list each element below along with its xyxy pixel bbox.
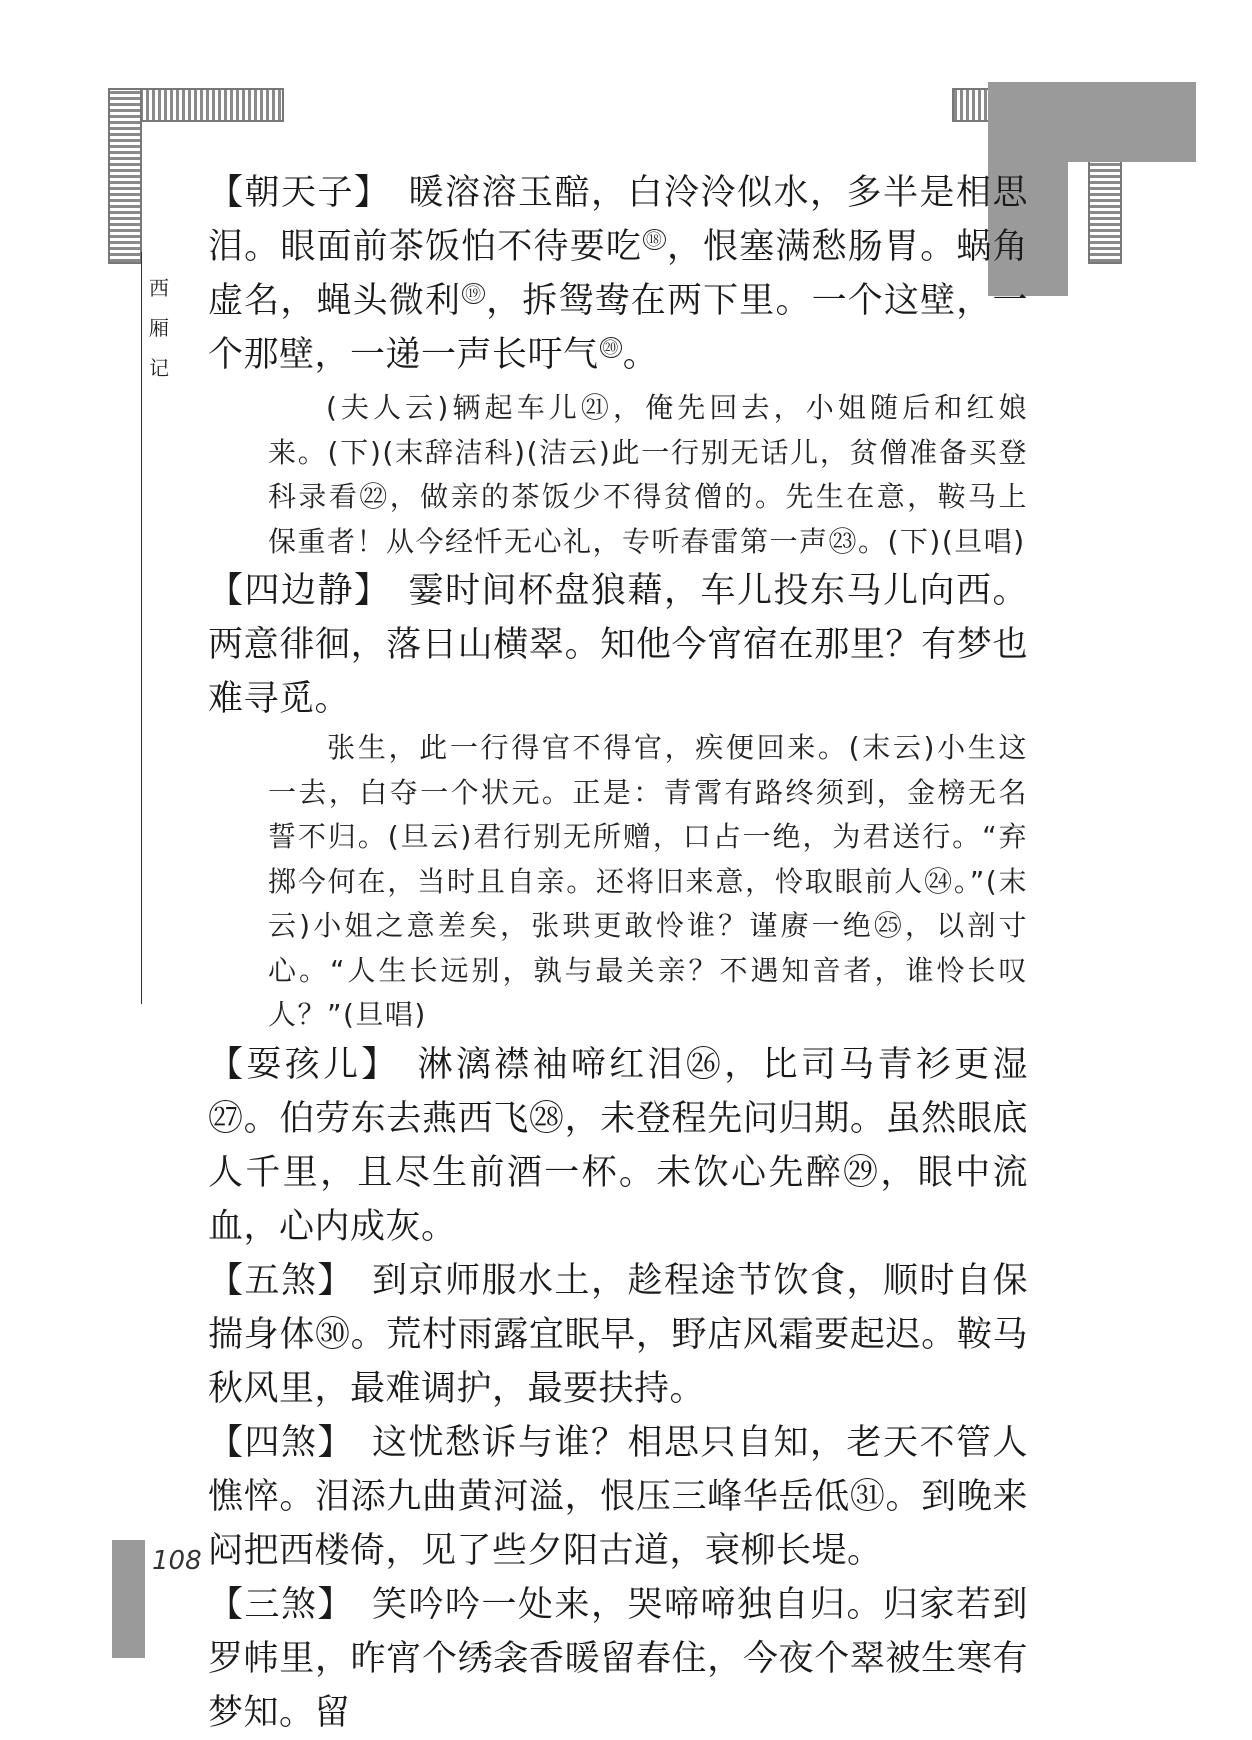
side-title-char: 厢 [149, 316, 169, 340]
page-body [208, 166, 1028, 1740]
verse-text: 暖溶溶玉醅，白泠泠似水，多半是相思泪。眼面前茶饭怕不待要吃 [208, 173, 1028, 267]
dialogue-text: (夫人云)辆起车儿㉑，俺先回去，小姐随后和红娘来。(下)(末辞洁科)(洁云)此一行别无话儿，贫僧准备买登科录看㉒，做亲的茶饭少不得贫僧的。先生在意，鞍马上保重者！从今经忏无心礼，专听春雷第一声㉓。(下)(旦唱) [268, 391, 1028, 558]
tune-title: 【三煞】 [208, 1584, 354, 1625]
tune-title: 【朝天子】 [208, 173, 391, 213]
page-number: 108 [152, 1546, 202, 1576]
verse-text: 。 [622, 335, 659, 375]
tune-title: 【四边静】 [208, 571, 391, 611]
footnote-ref: ⑲ [462, 283, 485, 304]
footnote-ref: ⑱ [643, 229, 666, 250]
verse-text: ，恨塞满愁肠胃。蜗角虚名，蝇头微利 [208, 227, 1028, 321]
tune-title: 【四煞】 [208, 1422, 354, 1463]
verse-wusha [208, 1254, 1028, 1416]
dialogue-block [268, 386, 1028, 564]
corner-ornament-left-vertical [108, 88, 142, 264]
verse-text: ，拆鸳鸯在两下里。一个这壁，一个那壁，一递一声长吁气 [208, 281, 1028, 375]
verse-text: 淋漓襟袖啼红泪㉖，比司马青衫更湿㉗。伯劳东去燕西飞㉘，未登程先问归期。虽然眼底人千里，且尽生前酒一杯。未饮心先醉㉙，眼中流血，心内成灰。 [208, 1044, 1028, 1247]
verse-sibianjing [208, 564, 1028, 726]
dialogue-text: 张生，此一行得官不得官，疾便回来。(末云)小生这一去，白夺一个状元。正是：青霄有路终须到，金榜无名誓不归。(旦云)君行别无所赠，口占一绝，为君送行。“弃掷今何在，当时且自亲。还将旧来意，怜取眼前人㉔。”(末云)小姐之意差矣，张珙更敢怜谁？谨赓一绝㉕，以剖寸心。“人生长远别，孰与最关亲？不遇知音者，谁怜长叹人？”(旦唱) [268, 731, 1028, 1031]
verse-text: 笑吟吟一处来，哭啼啼独自归。归家若到罗帏里，昨宵个绣衾香暖留春住，今夜个翠被生寒有梦知。留 [208, 1584, 1028, 1733]
tune-title: 【五煞】 [208, 1260, 354, 1301]
side-running-title [148, 268, 170, 388]
side-rule [141, 252, 142, 1004]
side-title-char: 西 [149, 276, 169, 300]
tune-title: 【耍孩儿】 [208, 1044, 400, 1085]
dialogue-block [268, 726, 1028, 1038]
verse-sisha [208, 1416, 1028, 1578]
side-title-char: 记 [149, 356, 169, 380]
verse-text: 到京师服水土，趁程途节饮食，顺时自保揣身体㉚。荒村雨露宜眠早，野店风霜要起迟。鞍马秋风里，最难调护，最要扶持。 [208, 1260, 1028, 1409]
verse-chaotianzi [208, 166, 1028, 382]
footnote-ref: ⑳ [600, 337, 622, 358]
verse-shuahaier [208, 1038, 1028, 1254]
verse-text: 霎时间杯盘狼藉，车儿投东马儿向西。两意徘徊，落日山横翠。知他今宵宿在那里？有梦也难寻觅。 [208, 571, 1028, 719]
page-number-bar [112, 1540, 145, 1658]
verse-text: 这忧愁诉与谁？相思只自知，老天不管人憔悴。泪添九曲黄河溢，恨压三峰华岳低㉛。到晚来闷把西楼倚，见了些夕阳古道，衰柳长堤。 [208, 1422, 1028, 1571]
verse-sansha [208, 1578, 1028, 1740]
